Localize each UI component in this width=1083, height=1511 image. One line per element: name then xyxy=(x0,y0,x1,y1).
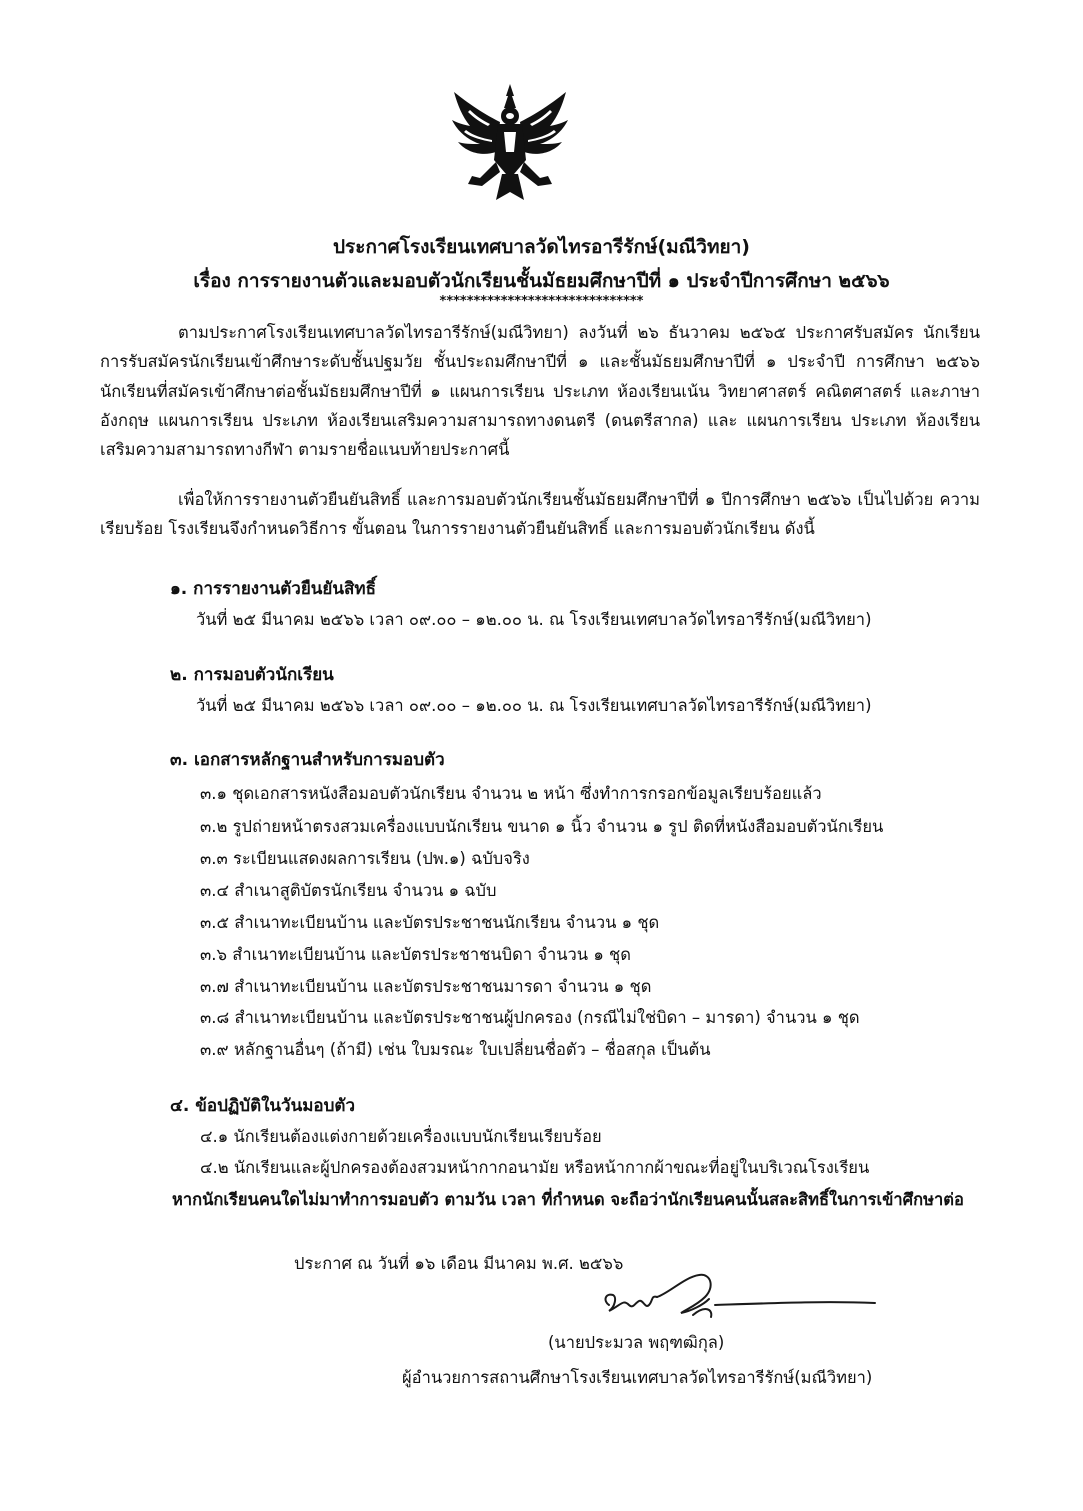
list-item: ๓.๓ ระเบียนแสดงผลการเรียน (ปพ.๑) ฉบับจริง xyxy=(200,849,530,868)
list-item: ๓.๒ รูปถ่ายหน้าตรงสวมเครื่องแบบนักเรียน ขนาด ๑ นิ้ว จำนวน ๑ รูป ติดที่หนังสือมอบตัวนักเรียน xyxy=(200,817,884,836)
list-item: ๓.๔ สำเนาสูติบัตรนักเรียน จำนวน ๑ ฉบับ xyxy=(200,881,497,900)
section-3-heading: ๓. เอกสารหลักฐานสำหรับการมอบตัว xyxy=(170,750,445,770)
announcement-subject: เรื่อง การรายงานตัวและมอบตัวนักเรียนชั้นมัธยมศึกษาปีที่ ๑ ประจำปีการศึกษา ๒๕๖๖ xyxy=(193,270,890,292)
list-item: ๓.๕ สำเนาทะเบียนบ้าน และบัตรประชาชนนักเรียน จำนวน ๑ ชุด xyxy=(200,913,660,932)
garuda-emblem-icon xyxy=(450,82,570,204)
section-1-heading: ๑. การรายงานตัวยืนยันสิทธิ์ xyxy=(170,579,376,599)
announcement-title: ประกาศโรงเรียนเทศบาลวัดไทรอารีรักษ์(มณีวิทยา) xyxy=(333,236,750,258)
section-4-heading: ๔. ข้อปฏิบัติในวันมอบตัว xyxy=(170,1096,355,1116)
list-item: ๓.๖ สำเนาทะเบียนบ้าน และบัตรประชาชนบิดา จำนวน ๑ ชุด xyxy=(200,945,631,964)
list-item: ๓.๘ สำเนาทะเบียนบ้าน และบัตรประชาชนผู้ปกครอง (กรณีไม่ใช่บิดา – มารดา) จำนวน ๑ ชุด xyxy=(200,1008,860,1027)
list-item: ๔.๒ นักเรียนและผู้ปกครองต้องสวมหน้ากากอนามัย หรือหน้ากากผ้าขณะที่อยู่ในบริเวณโรงเรียน xyxy=(200,1158,870,1177)
section-2-heading: ๒. การมอบตัวนักเรียน xyxy=(170,665,334,685)
intro-paragraph-2: เพื่อให้การรายงานตัวยืนยันสิทธิ์ และการมอบตัวนักเรียนชั้นมัธยมศึกษาปีที่ ๑ ปีการศึกษา ๒๕๖๖ เป็นไปด้วย ความเรียบร้อย โรงเรียนจึงกำหนดวิธีการ ขั้นตอน ในการรายงานตัวยืนยันสิทธิ์ และการมอบตัวนักเรียน ดังนี้ xyxy=(100,490,980,539)
intro-paragraph-1: ตามประกาศโรงเรียนเทศบาลวัดไทรอารีรักษ์(มณีวิทยา) ลงวันที่ ๒๖ ธันวาคม ๒๕๖๕ ประกาศรับสมัคร นักเรียนการรับสมัครนักเรียนเข้าศึกษาระดับชั้นปฐมวัย ชั้นประถมศึกษาปีที่ ๑ และชั้นมัธยมศึกษาปีที่ ๑ ประจำปี การศึกษา ๒๕๖๖ นักเรียนที่สมัครเข้าศึกษาต่อชั้นมัธยมศึกษาปีที่ ๑ แผนการเรียน ประเภท ห้องเรียนเน้น วิทยาศาสตร์ คณิตศาสตร์ และภาษาอังกฤษ แผนการเรียน ประเภท ห้องเรียนเสริมความสามารถทางดนตรี (ดนตรีสากล) และ แผนการเรียน ประเภท ห้องเรียนเสริมความสามารถทางกีฬา ตามรายชื่อแนบท้ายประกาศนี้ xyxy=(100,323,980,460)
list-item: ๓.๗ สำเนาทะเบียนบ้าน และบัตรประชาชนมารดา จำนวน ๑ ชุด xyxy=(200,977,652,996)
section-2-detail: วันที่ ๒๕ มีนาคม ๒๕๖๖ เวลา ๐๙.๐๐ – ๑๒.๐๐ น. ณ โรงเรียนเทศบาลวัดไทรอารีรักษ์(มณีวิทยา) xyxy=(196,696,872,715)
list-item: ๓.๙ หลักฐานอื่นๆ (ถ้ามี) เช่น ใบมรณะ ใบเปลี่ยนชื่อตัว – ชื่อสกุล เป็นต้น xyxy=(200,1040,711,1059)
separator: ****************************** xyxy=(439,294,644,309)
list-item: ๔.๑ นักเรียนต้องแต่งกายด้วยเครื่องแบบนักเรียนเรียบร้อย xyxy=(200,1127,602,1146)
signer-name: (นายประมวล พฤฑฒิกุล) xyxy=(548,1333,725,1352)
signature-icon xyxy=(595,1265,885,1335)
warning-note: หากนักเรียนคนใดไม่มาทำการมอบตัว ตามวัน เวลา ที่กำหนด จะถือว่านักเรียนคนนั้นสละสิทธิ์ในการเข้าศึกษาต่อ xyxy=(172,1190,964,1209)
announcement-date: ประกาศ ณ วันที่ ๑๖ เดือน มีนาคม พ.ศ. ๒๕๖๖ xyxy=(294,1254,624,1273)
signer-title: ผู้อำนวยการสถานศึกษาโรงเรียนเทศบาลวัดไทรอารีรักษ์(มณีวิทยา) xyxy=(402,1368,873,1387)
section-1-detail: วันที่ ๒๕ มีนาคม ๒๕๖๖ เวลา ๐๙.๐๐ – ๑๒.๐๐ น. ณ โรงเรียนเทศบาลวัดไทรอารีรักษ์(มณีวิทยา) xyxy=(196,610,872,629)
list-item: ๓.๑ ชุดเอกสารหนังสือมอบตัวนักเรียน จำนวน ๒ หน้า ซึ่งทำการกรอกข้อมูลเรียบร้อยแล้ว xyxy=(200,784,822,803)
